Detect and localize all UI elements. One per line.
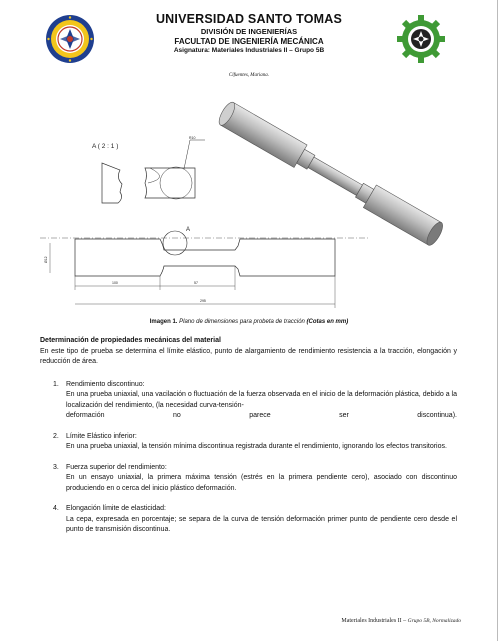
caption-label: Imagen 1. — [149, 319, 178, 325]
caption-text: Plano de dimensiones para probeta de tracción — [179, 319, 305, 325]
item-title: Fuerza superior del rendimiento: — [66, 463, 167, 471]
list-item — [40, 504, 457, 536]
caption-suffix: (Cotas en mm) — [306, 319, 349, 325]
author-name: Cifuentes, Mariana. — [228, 73, 270, 78]
word: deformación — [66, 412, 105, 419]
item-title: Elongación límite de elasticidad: — [66, 505, 167, 512]
section-intro: En este tipo de prueba se determina el límite elástico, punto de alargamiento de rendimiento resistencia a la tracción, elongación y reducción de área. — [40, 347, 457, 365]
footer-group: Grupo 5B, Normalizado — [407, 618, 461, 624]
faculty-name: FACULTAD DE INGENIERÍA MECÁNICA — [174, 37, 324, 46]
list-item — [40, 432, 457, 453]
item-description-last-line — [66, 411, 457, 422]
item-description: En una prueba uniaxial, una vacilación o fluctuación de la fuerza observada en el inicio de la deformación plástica, debido a la localización del rendimiento, (la necesidad curva-tensión- — [66, 391, 457, 409]
word: ser — [339, 412, 349, 419]
figure-caption — [0, 319, 498, 325]
item-description: La cepa, expresada en porcentaje; se separa de la curva de tensión deformación primer punto de pendiente cero desde el punto de transmisión discontinua. — [66, 515, 457, 533]
word: parece — [249, 412, 271, 419]
left-length-dimension: 100 — [112, 281, 118, 285]
list-item — [40, 463, 457, 495]
detail-label: A ( 2 : 1 ) — [92, 143, 119, 150]
section-marker: A — [186, 227, 191, 233]
word: no — [172, 412, 181, 419]
specimen-3d-render — [215, 100, 443, 250]
total-length-dimension: 295 — [200, 299, 206, 303]
subject-label: Asignatura: — [173, 47, 210, 54]
item-number: 3. — [53, 463, 59, 471]
faculty-gear-logo-icon — [397, 15, 445, 63]
item-description: En una prueba uniaxial, la tensión mínima discontinua registrada durante el rendimiento, ignorando los efectos transitorios. — [66, 443, 447, 450]
radius-dimension: R10 — [189, 136, 196, 140]
section-title: Determinación de propiedades mecánicas del material — [40, 337, 221, 344]
properties-list — [40, 380, 457, 536]
item-number: 1. — [53, 380, 59, 388]
item-title: Rendimiento discontinuo: — [66, 380, 145, 388]
page-footer — [341, 618, 461, 624]
item-number: 2. — [53, 432, 59, 440]
center-length-dimension: 57 — [194, 281, 198, 285]
subject-value: Materiales Industriales II – Grupo 5B — [211, 47, 325, 54]
list-item — [40, 380, 457, 422]
division-name: DIVISIÓN DE INGENIERÍAS — [200, 27, 298, 36]
document-body — [40, 336, 457, 546]
university-name: UNIVERSIDAD SANTO TOMAS — [155, 12, 343, 26]
footer-course: Materiales Industriales II – — [341, 618, 407, 624]
item-title: Límite Elástico inferior: — [66, 432, 137, 440]
diameter-dimension: Ø12 — [44, 256, 48, 263]
item-description: En un ensayo uniaxial, la primera máxima tensión (estrés en la primera pendiente cero), asociado con discontinuo produciendo en o cerca del inicio plástico deformación. — [66, 474, 457, 492]
word: discontinua). — [417, 412, 457, 419]
item-number: 4. — [53, 505, 59, 512]
